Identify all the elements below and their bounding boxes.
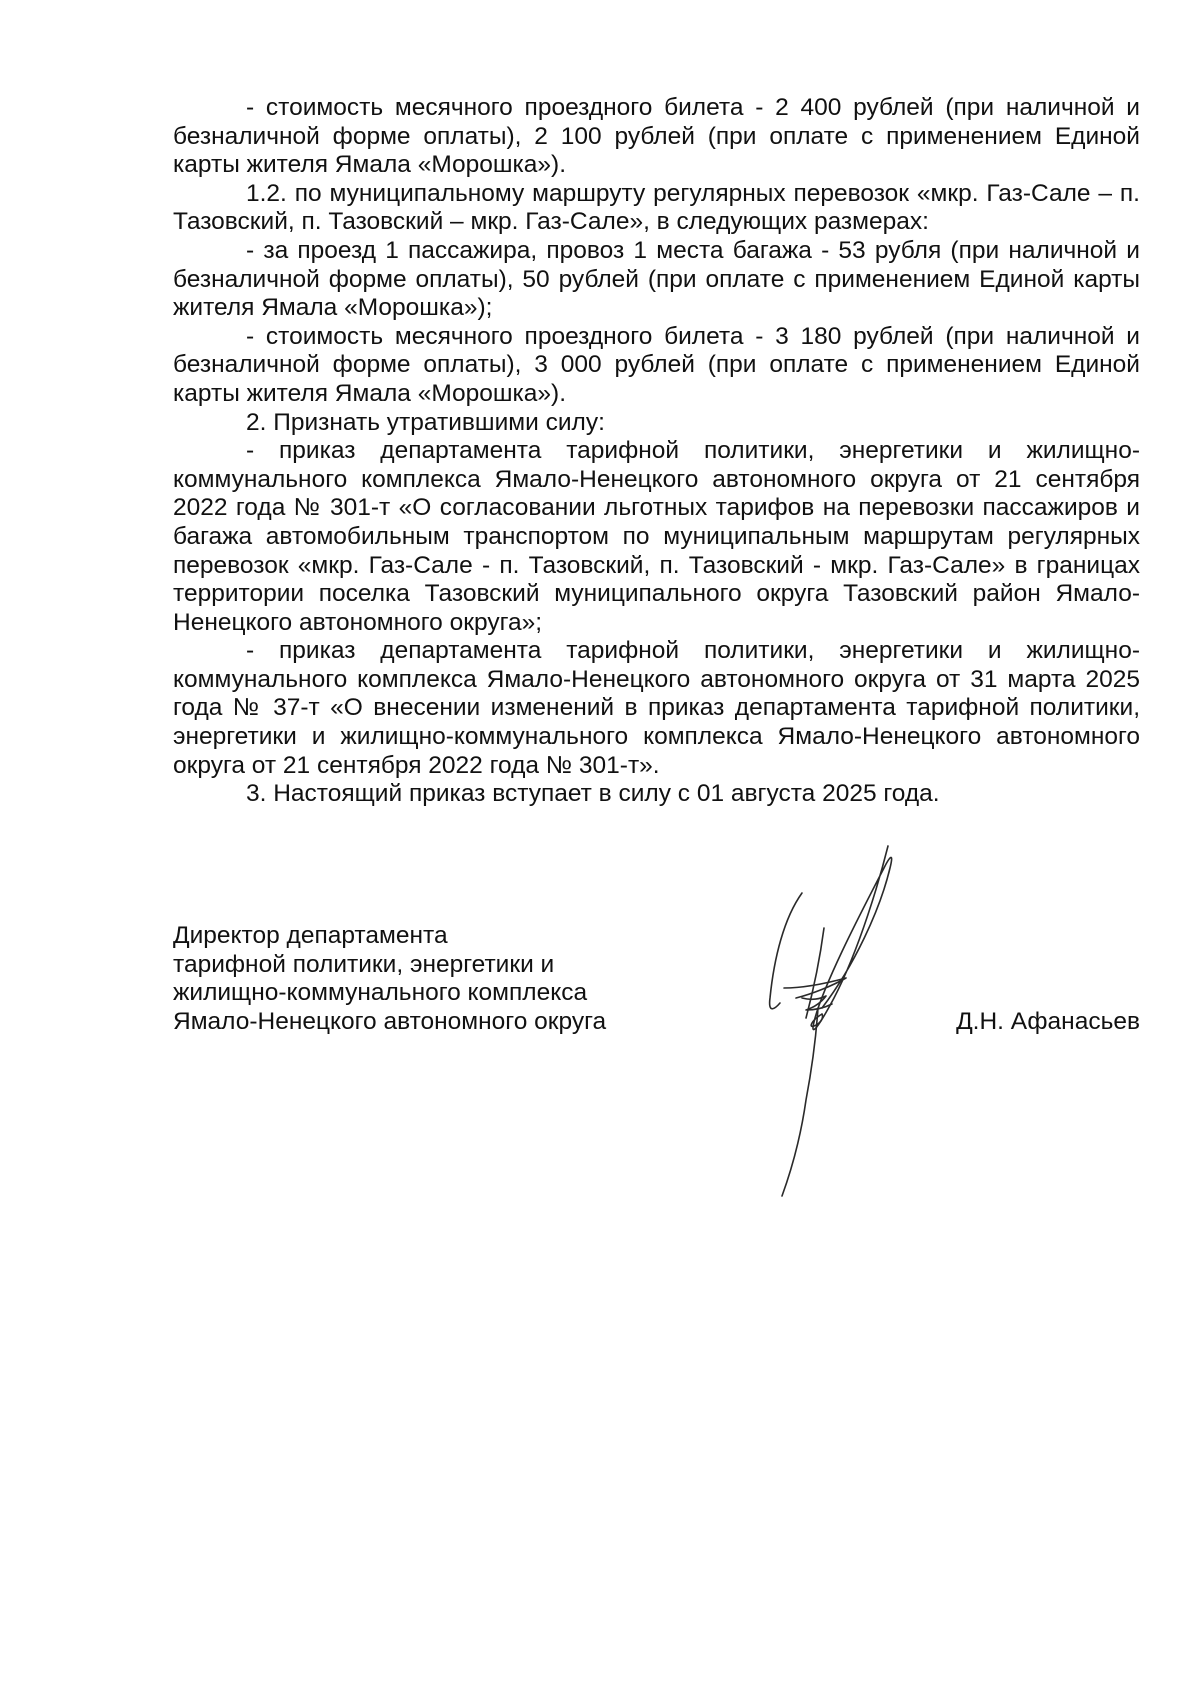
paragraph-route-1-2: 1.2. по муниципальному маршруту регулярных перевозок «мкр. Газ-Сале – п. Тазовский, п. Тазовский – мкр. Газ-Сале», в следующих размерах: xyxy=(173,179,1140,236)
paragraph-repeal-heading: 2. Признать утратившими силу: xyxy=(246,408,605,436)
signature-block xyxy=(173,922,1140,1036)
paragraph-single-fare: - за проезд 1 пассажира, провоз 1 места багажа - 53 рубля (при наличной и безналичной форме оплаты), 50 рублей (при оплате с применением Единой карты жителя Ямала «Морошка»); xyxy=(173,236,1140,322)
paragraph-monthly-ticket-1: - стоимость месячного проездного билета - 2 400 рублей (при наличной и безналичной форме оплаты), 2 100 рублей (при оплате с применением Единой карты жителя Ямала «Морошка»). xyxy=(173,94,1140,179)
document-body xyxy=(173,94,1140,809)
paragraph-monthly-ticket-2: - стоимость месячного проездного билета - 3 180 рублей (при наличной и безналичной форме оплаты), 3 000 рублей (при оплате с применением Единой карты жителя Ямала «Морошка»). xyxy=(173,322,1140,407)
paragraph-repeal-order-37: - приказ департамента тарифной политики, энергетики и жилищно-коммунального комплекса Ямало-Ненецкого автономного округа от 31 марта 2025 года № 37-т «О внесении изменений в приказ департамента тарифной политики, энергетики и жилищно-коммунального комплекса Ямало-Ненецкого автономного округа от 21 сентября 2022 года № 301-т». xyxy=(173,637,1140,779)
signer-title-line: жилищно-коммунального комплекса xyxy=(173,979,588,1007)
handwritten-signature xyxy=(762,838,942,1198)
signer-title-line: тарифной политики, энергетики и xyxy=(173,950,555,978)
paragraph-effective-date: 3. Настоящий приказ вступает в силу с 01 августа 2025 года. xyxy=(246,780,940,808)
signer-name: Д.Н. Афанасьев xyxy=(956,1007,1140,1035)
signer-title-line: Ямало-Ненецкого автономного округа xyxy=(173,1007,607,1035)
signer-title-line: Директор департамента xyxy=(173,922,448,949)
paragraph-repeal-order-301: - приказ департамента тарифной политики, энергетики и жилищно-коммунального комплекса Ямало-Ненецкого автономного округа от 21 сентября 2022 года № 301-т «О согласовании льготных тарифов на перевозки пассажиров и багажа автомобильным транспортом по муниципальным маршрутам регулярных перевозок «мкр. Газ-Сале - п. Тазовский, п. Тазовский - мкр. Газ-Сале» в границах территории поселка Тазовский муниципального округа Тазовский район Ямало-Ненецкого автономного округа»; xyxy=(173,437,1140,636)
